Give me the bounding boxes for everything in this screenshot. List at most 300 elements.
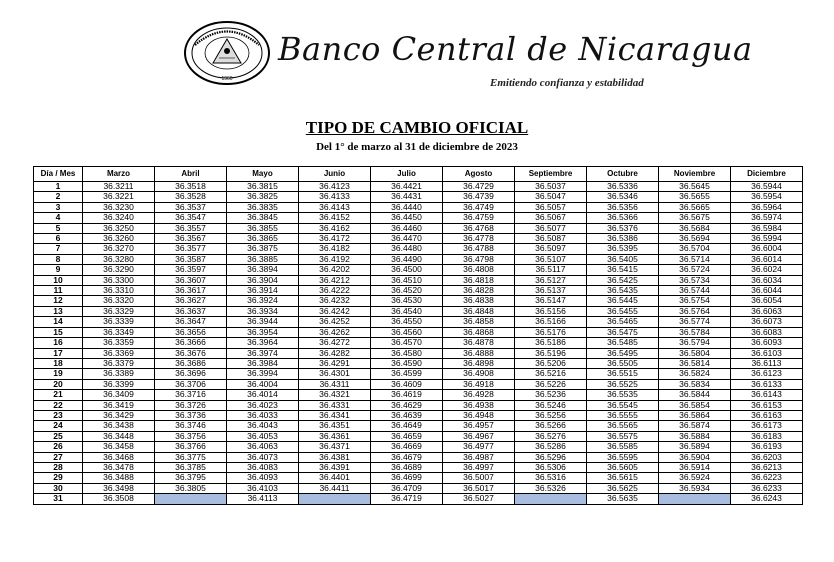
rate-cell: 36.3904 bbox=[227, 275, 299, 285]
rate-cell: 36.3855 bbox=[227, 223, 299, 233]
rate-cell: 36.5077 bbox=[515, 223, 587, 233]
rate-cell: 36.4023 bbox=[227, 400, 299, 410]
rate-cell: 36.4182 bbox=[299, 244, 371, 254]
rate-cell: 36.4073 bbox=[227, 452, 299, 462]
rate-cell: 36.5684 bbox=[659, 223, 731, 233]
rate-cell: 36.5555 bbox=[587, 410, 659, 420]
rate-cell: 36.3369 bbox=[83, 348, 155, 358]
rate-cell: 36.4331 bbox=[299, 400, 371, 410]
day-cell: 17 bbox=[34, 348, 83, 358]
rate-cell: 36.3270 bbox=[83, 244, 155, 254]
rate-cell: 36.6173 bbox=[731, 421, 803, 431]
rate-cell: 36.6024 bbox=[731, 265, 803, 275]
rate-cell: 36.4599 bbox=[371, 369, 443, 379]
rate-cell: 36.4440 bbox=[371, 202, 443, 212]
day-cell: 12 bbox=[34, 296, 83, 306]
rate-cell: 36.5595 bbox=[587, 452, 659, 462]
bank-tagline: Emitiendo confianza y estabilidad bbox=[490, 77, 644, 89]
column-header-day: Día / Mes bbox=[34, 167, 83, 182]
table-row bbox=[34, 431, 803, 441]
rate-cell: 36.5376 bbox=[587, 223, 659, 233]
rate-cell: 36.5834 bbox=[659, 379, 731, 389]
rate-cell: 36.4818 bbox=[443, 275, 515, 285]
rate-cell: 36.3994 bbox=[227, 369, 299, 379]
rate-cell: 36.5984 bbox=[731, 223, 803, 233]
rate-cell: 36.5226 bbox=[515, 379, 587, 389]
rate-cell: 36.5455 bbox=[587, 306, 659, 316]
table-row bbox=[34, 327, 803, 337]
rate-cell: 36.5754 bbox=[659, 296, 731, 306]
rate-cell: 36.4580 bbox=[371, 348, 443, 358]
rate-cell: 36.5087 bbox=[515, 234, 587, 244]
rate-cell: 36.5794 bbox=[659, 338, 731, 348]
rate-cell: 36.4152 bbox=[299, 213, 371, 223]
rate-cell: 36.3587 bbox=[155, 254, 227, 264]
rate-cell: 36.5326 bbox=[515, 483, 587, 493]
rate-cell: 36.5495 bbox=[587, 348, 659, 358]
rate-cell: 36.4242 bbox=[299, 306, 371, 316]
rate-cell: 36.4609 bbox=[371, 379, 443, 389]
document-header bbox=[0, 0, 834, 110]
day-cell: 22 bbox=[34, 400, 83, 410]
rate-cell: 36.4391 bbox=[299, 462, 371, 472]
rate-cell: 36.3934 bbox=[227, 306, 299, 316]
rate-cell: 36.4212 bbox=[299, 275, 371, 285]
rate-cell: 36.5246 bbox=[515, 400, 587, 410]
rate-cell: 36.5924 bbox=[659, 473, 731, 483]
rate-cell: 36.3954 bbox=[227, 327, 299, 337]
rate-cell: 36.3458 bbox=[83, 442, 155, 452]
rate-cell: 36.3230 bbox=[83, 202, 155, 212]
rate-cell: 36.5964 bbox=[731, 202, 803, 212]
rate-cell: 36.6093 bbox=[731, 338, 803, 348]
day-cell: 5 bbox=[34, 223, 83, 233]
rate-cell: 36.4967 bbox=[443, 431, 515, 441]
day-cell: 27 bbox=[34, 452, 83, 462]
bank-name: Banco Central de Nicaragua bbox=[278, 30, 753, 68]
rate-cell: 36.5037 bbox=[515, 182, 587, 192]
rate-cell: 36.3756 bbox=[155, 431, 227, 441]
rate-cell: 36.5047 bbox=[515, 192, 587, 202]
table-row bbox=[34, 275, 803, 285]
rate-cell: 36.5645 bbox=[659, 182, 731, 192]
column-header-month: Julio bbox=[371, 167, 443, 182]
table-row bbox=[34, 182, 803, 192]
table-row bbox=[34, 400, 803, 410]
table-row bbox=[34, 348, 803, 358]
rate-cell: 36.4411 bbox=[299, 483, 371, 493]
rate-cell: 36.4540 bbox=[371, 306, 443, 316]
rate-cell: 36.6044 bbox=[731, 286, 803, 296]
rate-cell: 36.4957 bbox=[443, 421, 515, 431]
rate-cell: 36.5635 bbox=[587, 494, 659, 504]
rate-cell: 36.3835 bbox=[227, 202, 299, 212]
rate-cell: 36.5435 bbox=[587, 286, 659, 296]
rate-cell: 36.5127 bbox=[515, 275, 587, 285]
rate-cell: 36.4421 bbox=[371, 182, 443, 192]
rate-cell: 36.6183 bbox=[731, 431, 803, 441]
rate-cell: 36.5575 bbox=[587, 431, 659, 441]
rate-cell: 36.5346 bbox=[587, 192, 659, 202]
rate-cell: 36.5535 bbox=[587, 390, 659, 400]
rate-cell: 36.3597 bbox=[155, 265, 227, 275]
table-row bbox=[34, 296, 803, 306]
rate-cell: 36.6213 bbox=[731, 462, 803, 472]
rate-cell: 36.3785 bbox=[155, 462, 227, 472]
rate-cell: 36.4649 bbox=[371, 421, 443, 431]
table-row bbox=[34, 358, 803, 368]
central-bank-seal-icon bbox=[183, 20, 271, 86]
rate-cell: 36.4172 bbox=[299, 234, 371, 244]
rate-cell: 36.4291 bbox=[299, 358, 371, 368]
rate-cell: 36.3537 bbox=[155, 202, 227, 212]
rate-cell: 36.3399 bbox=[83, 379, 155, 389]
rate-cell: 36.4490 bbox=[371, 254, 443, 264]
rate-cell: 36.5724 bbox=[659, 265, 731, 275]
table-row bbox=[34, 483, 803, 493]
day-cell: 21 bbox=[34, 390, 83, 400]
rate-cell: 36.3468 bbox=[83, 452, 155, 462]
rate-cell: 36.4311 bbox=[299, 379, 371, 389]
table-row bbox=[34, 223, 803, 233]
table-row bbox=[34, 338, 803, 348]
rate-cell: 36.4043 bbox=[227, 421, 299, 431]
rate-cell: 36.4699 bbox=[371, 473, 443, 483]
rate-cell: 36.5117 bbox=[515, 265, 587, 275]
rate-cell: 36.3726 bbox=[155, 400, 227, 410]
rate-cell: 36.5675 bbox=[659, 213, 731, 223]
rate-cell: 36.4133 bbox=[299, 192, 371, 202]
rate-cell: 36.3448 bbox=[83, 431, 155, 441]
rate-cell: 36.3736 bbox=[155, 410, 227, 420]
rate-cell: 36.3488 bbox=[83, 473, 155, 483]
table-row bbox=[34, 473, 803, 483]
rate-cell: 36.6083 bbox=[731, 327, 803, 337]
rate-cell: 36.5395 bbox=[587, 244, 659, 254]
table-row bbox=[34, 494, 803, 504]
rate-cell: 36.3974 bbox=[227, 348, 299, 358]
table-row bbox=[34, 202, 803, 212]
rate-cell: 36.3498 bbox=[83, 483, 155, 493]
rate-cell: 36.5356 bbox=[587, 202, 659, 212]
rate-cell: 36.3310 bbox=[83, 286, 155, 296]
rate-cell: 36.5465 bbox=[587, 317, 659, 327]
rate-cell: 36.3508 bbox=[83, 494, 155, 504]
rate-cell: 36.3885 bbox=[227, 254, 299, 264]
rate-cell: 36.4162 bbox=[299, 223, 371, 233]
rate-cell: 36.5605 bbox=[587, 462, 659, 472]
table-row bbox=[34, 306, 803, 316]
rate-cell: 36.5425 bbox=[587, 275, 659, 285]
rate-cell: 36.5366 bbox=[587, 213, 659, 223]
rate-cell: 36.3875 bbox=[227, 244, 299, 254]
rate-cell: 36.5186 bbox=[515, 338, 587, 348]
rate-cell: 36.5734 bbox=[659, 275, 731, 285]
rate-cell: 36.5057 bbox=[515, 202, 587, 212]
rate-cell: 36.5774 bbox=[659, 317, 731, 327]
rate-cell: 36.3795 bbox=[155, 473, 227, 483]
rate-cell: 36.4669 bbox=[371, 442, 443, 452]
rate-cell: 36.4878 bbox=[443, 338, 515, 348]
column-header-month: Diciembre bbox=[731, 167, 803, 182]
rate-cell: 36.5525 bbox=[587, 379, 659, 389]
day-cell: 29 bbox=[34, 473, 83, 483]
rate-cell: 36.5007 bbox=[443, 473, 515, 483]
rate-cell: 36.4689 bbox=[371, 462, 443, 472]
exchange-rate-table bbox=[33, 166, 803, 505]
rate-cell: 36.3300 bbox=[83, 275, 155, 285]
rate-cell: 36.6054 bbox=[731, 296, 803, 306]
rate-cell: 36.5824 bbox=[659, 369, 731, 379]
table-row bbox=[34, 244, 803, 254]
rate-cell: 36.5515 bbox=[587, 369, 659, 379]
column-header-month: Mayo bbox=[227, 167, 299, 182]
rate-cell: 36.4371 bbox=[299, 442, 371, 452]
rate-cell: 36.5655 bbox=[659, 192, 731, 202]
table-row bbox=[34, 442, 803, 452]
rate-cell: 36.3320 bbox=[83, 296, 155, 306]
rate-cell: 36.4014 bbox=[227, 390, 299, 400]
rate-cell: 36.4232 bbox=[299, 296, 371, 306]
rate-cell: 36.3944 bbox=[227, 317, 299, 327]
rate-cell: 36.5704 bbox=[659, 244, 731, 254]
rate-cell: 36.4987 bbox=[443, 452, 515, 462]
rate-cell: 36.5316 bbox=[515, 473, 587, 483]
rate-cell: 36.4560 bbox=[371, 327, 443, 337]
day-cell: 31 bbox=[34, 494, 83, 504]
column-header-month: Agosto bbox=[443, 167, 515, 182]
day-cell: 15 bbox=[34, 327, 83, 337]
day-cell: 14 bbox=[34, 317, 83, 327]
rate-cell: 36.3518 bbox=[155, 182, 227, 192]
rate-cell: 36.6143 bbox=[731, 390, 803, 400]
rate-cell: 36.5894 bbox=[659, 442, 731, 452]
rate-cell: 36.3894 bbox=[227, 265, 299, 275]
rate-cell: 36.4341 bbox=[299, 410, 371, 420]
rate-cell: 36.6004 bbox=[731, 244, 803, 254]
rate-cell: 36.3240 bbox=[83, 213, 155, 223]
rate-cell: 36.4908 bbox=[443, 369, 515, 379]
rate-cell: 36.5027 bbox=[443, 494, 515, 504]
rate-cell: 36.6223 bbox=[731, 473, 803, 483]
rate-cell: 36.6133 bbox=[731, 379, 803, 389]
rate-cell: 36.5615 bbox=[587, 473, 659, 483]
rate-cell: 36.3716 bbox=[155, 390, 227, 400]
rate-cell: 36.5415 bbox=[587, 265, 659, 275]
empty-date-cell bbox=[299, 494, 371, 504]
day-cell: 6 bbox=[34, 234, 83, 244]
day-cell: 24 bbox=[34, 421, 83, 431]
rate-cell: 36.6193 bbox=[731, 442, 803, 452]
rate-cell: 36.5107 bbox=[515, 254, 587, 264]
rate-cell: 36.4093 bbox=[227, 473, 299, 483]
rate-cell: 36.3528 bbox=[155, 192, 227, 202]
rate-cell: 36.4222 bbox=[299, 286, 371, 296]
rate-cell: 36.5156 bbox=[515, 306, 587, 316]
rate-cell: 36.4113 bbox=[227, 494, 299, 504]
rate-cell: 36.4262 bbox=[299, 327, 371, 337]
table-row bbox=[34, 265, 803, 275]
rate-cell: 36.4550 bbox=[371, 317, 443, 327]
day-cell: 1 bbox=[34, 182, 83, 192]
rate-cell: 36.3250 bbox=[83, 223, 155, 233]
rate-cell: 36.6203 bbox=[731, 452, 803, 462]
rate-cell: 36.5067 bbox=[515, 213, 587, 223]
rate-cell: 36.6233 bbox=[731, 483, 803, 493]
rate-cell: 36.4272 bbox=[299, 338, 371, 348]
rate-cell: 36.4997 bbox=[443, 462, 515, 472]
empty-date-cell bbox=[515, 494, 587, 504]
day-cell: 16 bbox=[34, 338, 83, 348]
rate-cell: 36.5017 bbox=[443, 483, 515, 493]
rate-cell: 36.6153 bbox=[731, 400, 803, 410]
rate-cell: 36.4063 bbox=[227, 442, 299, 452]
rate-cell: 36.5954 bbox=[731, 192, 803, 202]
rate-cell: 36.4868 bbox=[443, 327, 515, 337]
rate-cell: 36.3438 bbox=[83, 421, 155, 431]
rate-cell: 36.5166 bbox=[515, 317, 587, 327]
rate-cell: 36.4977 bbox=[443, 442, 515, 452]
rate-cell: 36.3696 bbox=[155, 369, 227, 379]
rate-cell: 36.5276 bbox=[515, 431, 587, 441]
rate-cell: 36.4460 bbox=[371, 223, 443, 233]
column-header-month: Junio bbox=[299, 167, 371, 182]
rate-cell: 36.6163 bbox=[731, 410, 803, 420]
rate-cell: 36.4053 bbox=[227, 431, 299, 441]
rate-cell: 36.4083 bbox=[227, 462, 299, 472]
day-cell: 23 bbox=[34, 410, 83, 420]
rate-cell: 36.5585 bbox=[587, 442, 659, 452]
rate-cell: 36.4570 bbox=[371, 338, 443, 348]
table-row bbox=[34, 462, 803, 472]
rate-cell: 36.4659 bbox=[371, 431, 443, 441]
table-row bbox=[34, 390, 803, 400]
rate-cell: 36.5266 bbox=[515, 421, 587, 431]
rate-cell: 36.4401 bbox=[299, 473, 371, 483]
rate-cell: 36.3666 bbox=[155, 338, 227, 348]
rate-cell: 36.6014 bbox=[731, 254, 803, 264]
table-row bbox=[34, 213, 803, 223]
rate-cell: 36.5694 bbox=[659, 234, 731, 244]
rate-cell: 36.4768 bbox=[443, 223, 515, 233]
column-header-month: Noviembre bbox=[659, 167, 731, 182]
rate-cell: 36.5625 bbox=[587, 483, 659, 493]
rate-cell: 36.4948 bbox=[443, 410, 515, 420]
rate-cell: 36.5874 bbox=[659, 421, 731, 431]
rate-cell: 36.3478 bbox=[83, 462, 155, 472]
svg-text:1960: 1960 bbox=[221, 76, 233, 82]
rate-cell: 36.3389 bbox=[83, 369, 155, 379]
rate-cell: 36.5764 bbox=[659, 306, 731, 316]
rate-cell: 36.5296 bbox=[515, 452, 587, 462]
rate-cell: 36.3429 bbox=[83, 410, 155, 420]
day-cell: 19 bbox=[34, 369, 83, 379]
rate-cell: 36.4202 bbox=[299, 265, 371, 275]
rate-cell: 36.4778 bbox=[443, 234, 515, 244]
rate-cell: 36.4798 bbox=[443, 254, 515, 264]
document-subtitle: Del 1° de marzo al 31 de diciembre de 2023 bbox=[316, 141, 518, 153]
table-row bbox=[34, 379, 803, 389]
table-row bbox=[34, 410, 803, 420]
rate-cell: 36.3637 bbox=[155, 306, 227, 316]
column-header-month: Marzo bbox=[83, 167, 155, 182]
rate-cell: 36.4520 bbox=[371, 286, 443, 296]
rate-cell: 36.5844 bbox=[659, 390, 731, 400]
day-cell: 2 bbox=[34, 192, 83, 202]
rate-cell: 36.5665 bbox=[659, 202, 731, 212]
rate-cell: 36.5405 bbox=[587, 254, 659, 264]
table-row bbox=[34, 369, 803, 379]
rate-cell: 36.6034 bbox=[731, 275, 803, 285]
rate-cell: 36.6063 bbox=[731, 306, 803, 316]
rate-cell: 36.4898 bbox=[443, 358, 515, 368]
rate-cell: 36.4590 bbox=[371, 358, 443, 368]
rate-cell: 36.4749 bbox=[443, 202, 515, 212]
rate-cell: 36.3627 bbox=[155, 296, 227, 306]
empty-date-cell bbox=[155, 494, 227, 504]
table-body bbox=[34, 182, 803, 505]
table-row bbox=[34, 286, 803, 296]
day-cell: 20 bbox=[34, 379, 83, 389]
rate-cell: 36.5206 bbox=[515, 358, 587, 368]
rate-cell: 36.3676 bbox=[155, 348, 227, 358]
rate-cell: 36.3339 bbox=[83, 317, 155, 327]
day-cell: 28 bbox=[34, 462, 83, 472]
day-cell: 9 bbox=[34, 265, 83, 275]
rate-cell: 36.3656 bbox=[155, 327, 227, 337]
table-row bbox=[34, 452, 803, 462]
rate-cell: 36.3349 bbox=[83, 327, 155, 337]
rate-cell: 36.4918 bbox=[443, 379, 515, 389]
rate-cell: 36.3607 bbox=[155, 275, 227, 285]
rate-cell: 36.6243 bbox=[731, 494, 803, 504]
rate-cell: 36.6123 bbox=[731, 369, 803, 379]
day-cell: 30 bbox=[34, 483, 83, 493]
rate-cell: 36.4838 bbox=[443, 296, 515, 306]
rate-cell: 36.5176 bbox=[515, 327, 587, 337]
rate-cell: 36.6073 bbox=[731, 317, 803, 327]
rate-cell: 36.3647 bbox=[155, 317, 227, 327]
rate-cell: 36.3984 bbox=[227, 358, 299, 368]
rate-cell: 36.3845 bbox=[227, 213, 299, 223]
rate-cell: 36.3547 bbox=[155, 213, 227, 223]
rate-cell: 36.3359 bbox=[83, 338, 155, 348]
rate-cell: 36.4619 bbox=[371, 390, 443, 400]
rate-cell: 36.4361 bbox=[299, 431, 371, 441]
day-cell: 7 bbox=[34, 244, 83, 254]
rate-cell: 36.4928 bbox=[443, 390, 515, 400]
day-cell: 3 bbox=[34, 202, 83, 212]
day-cell: 8 bbox=[34, 254, 83, 264]
rate-cell: 36.3686 bbox=[155, 358, 227, 368]
rate-cell: 36.5784 bbox=[659, 327, 731, 337]
rate-cell: 36.4143 bbox=[299, 202, 371, 212]
rate-cell: 36.3557 bbox=[155, 223, 227, 233]
rate-cell: 36.3221 bbox=[83, 192, 155, 202]
rate-cell: 36.5475 bbox=[587, 327, 659, 337]
rate-cell: 36.3419 bbox=[83, 400, 155, 410]
rate-cell: 36.5804 bbox=[659, 348, 731, 358]
rate-cell: 36.5994 bbox=[731, 234, 803, 244]
rate-cell: 36.4729 bbox=[443, 182, 515, 192]
rate-cell: 36.4480 bbox=[371, 244, 443, 254]
rate-cell: 36.4828 bbox=[443, 286, 515, 296]
rate-cell: 36.5565 bbox=[587, 421, 659, 431]
rate-cell: 36.5505 bbox=[587, 358, 659, 368]
rate-cell: 36.5336 bbox=[587, 182, 659, 192]
rate-cell: 36.5286 bbox=[515, 442, 587, 452]
rate-cell: 36.5386 bbox=[587, 234, 659, 244]
